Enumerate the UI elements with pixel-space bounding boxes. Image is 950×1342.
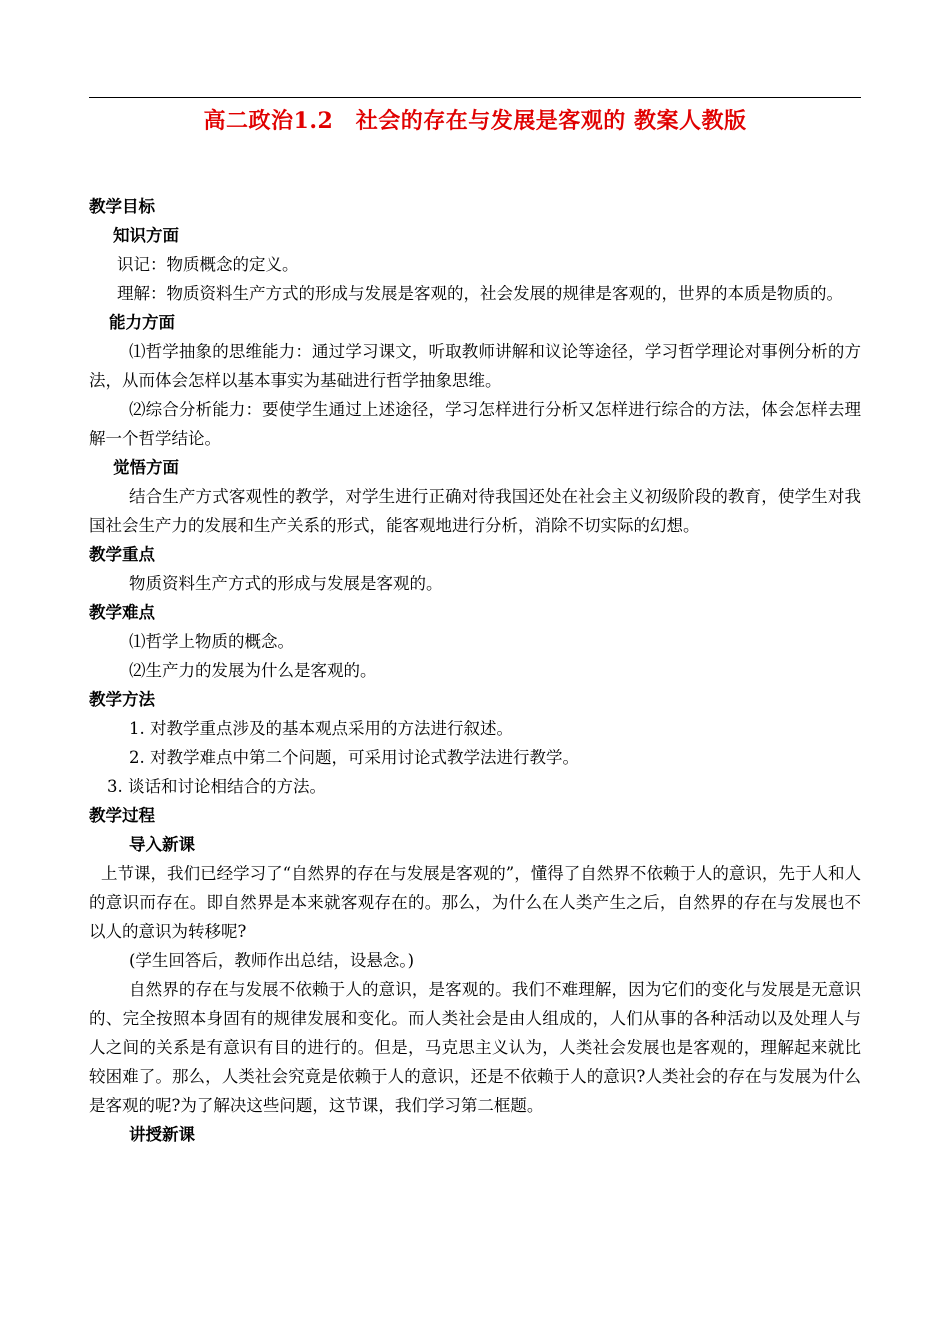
- section-heading-method: 教学方法: [89, 690, 155, 709]
- document-title: 高二政治1.2 社会的存在与发展是客观的 教案人教版: [203, 108, 747, 134]
- section-heading-difficulty: 教学难点: [89, 603, 155, 622]
- document-body: [89, 192, 861, 1149]
- paragraph-method-2: 2. 对教学难点中第二个问题，可采用讨论式教学法进行教学。: [129, 748, 579, 767]
- subheading-intro: 导入新课: [129, 835, 195, 854]
- subheading-teach: 讲授新课: [129, 1125, 195, 1144]
- paragraph-awareness-1: 结合生产方式客观性的教学，对学生进行正确对待我国还处在社会主义初级阶段的教育，使学生对我国社会生产力的发展和生产关系的形式，能客观地进行分析，消除不切实际的幻想。: [89, 487, 861, 535]
- paragraph-ability-2: ⑵综合分析能力：要使学生通过上述途径，学习怎样进行分析又怎样进行综合的方法，体会怎样去理解一个哲学结论。: [89, 400, 861, 448]
- subheading-ability: 能力方面: [109, 313, 175, 332]
- section-heading-process: 教学过程: [89, 806, 155, 825]
- paragraph-difficulty-2: ⑵生产力的发展为什么是客观的。: [129, 661, 377, 680]
- section-heading-key: 教学重点: [89, 545, 155, 564]
- subheading-knowledge: 知识方面: [113, 226, 179, 245]
- paragraph-key-1: 物质资料生产方式的形成与发展是客观的。: [129, 574, 443, 593]
- paragraph-knowledge-2: 理解：物质资料生产方式的形成与发展是客观的，社会发展的规律是客观的，世界的本质是物质的。: [117, 284, 843, 303]
- paragraph-difficulty-1: ⑴哲学上物质的概念。: [129, 632, 294, 651]
- paragraph-ability-1: ⑴哲学抽象的思维能力：通过学习课文，听取教师讲解和议论等途径，学习哲学理论对事例分析的方法，从而体会怎样以基本事实为基础进行哲学抽象思维。: [89, 342, 861, 390]
- paragraph-intro-3: 自然界的存在与发展不依赖于人的意识，是客观的。我们不难理解，因为它们的变化与发展是无意识的、完全按照本身固有的规律发展和变化。而人类社会是由人组成的，人们从事的各种活动以及处理人与人之间的关系是有意识有目的进行的。但是，马克思主义认为，人类社会发展也是客观的，理解起来就比较困难了。那么，人类社会究竟是依赖于人的意识，还是不依赖于人的意识?人类社会的存在与发展为什么是客观的呢?为了解决这些问题，这节课，我们学习第二框题。: [89, 980, 861, 1115]
- paragraph-knowledge-1: 识记：物质概念的定义。: [117, 255, 299, 274]
- paragraph-intro-2: (学生回答后，教师作出总结，设悬念。): [129, 951, 415, 970]
- paragraph-intro-1: 上节课，我们已经学习了“自然界的存在与发展是客观的”，懂得了自然界不依赖于人的意识，先于人和人的意识而存在。即自然界是本来就客观存在的。那么，为什么在人类产生之后，自然界的存在与发展也不以人的意识为转移呢?: [89, 864, 861, 941]
- paragraph-method-1: 1. 对教学重点涉及的基本观点采用的方法进行叙述。: [129, 719, 513, 738]
- section-heading-goals: 教学目标: [89, 197, 155, 216]
- subheading-awareness: 觉悟方面: [113, 458, 179, 477]
- header-rule: [89, 97, 861, 98]
- paragraph-method-3: 3. 谈话和讨论相结合的方法。: [107, 777, 326, 796]
